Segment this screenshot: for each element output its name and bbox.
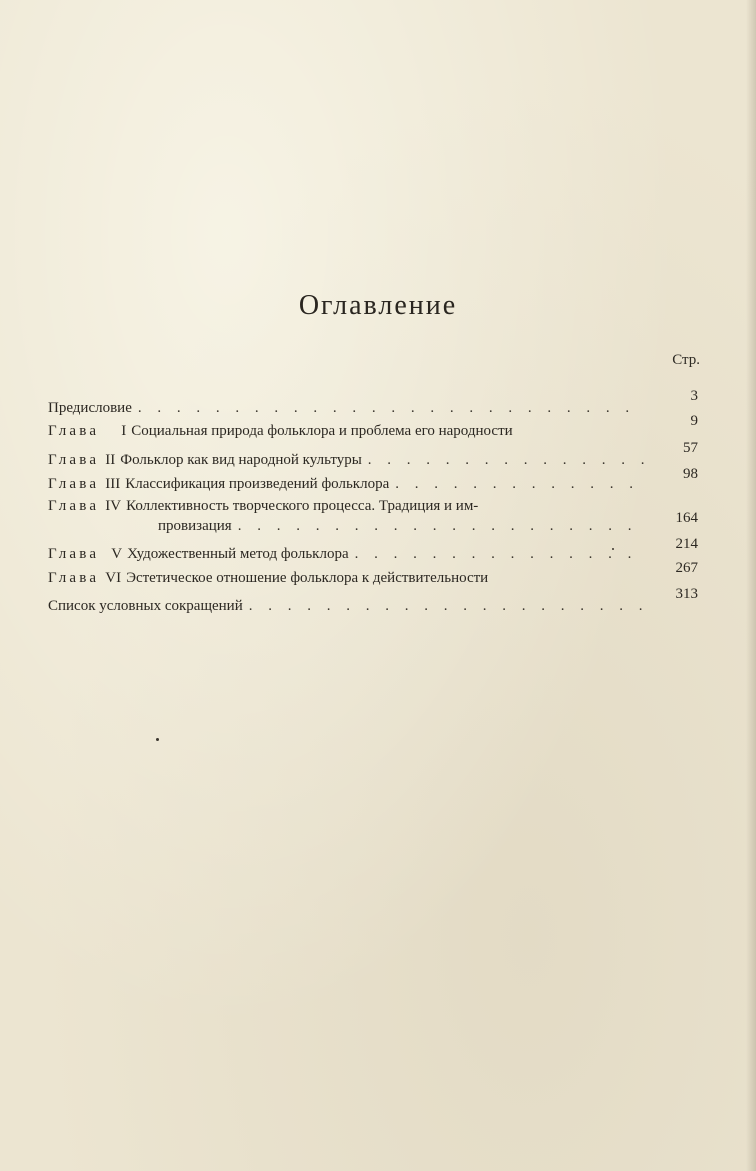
leader-dots	[249, 596, 644, 616]
chapter-number: II	[105, 452, 116, 468]
chapter-label: Глава	[48, 570, 100, 586]
toc-entry-title: Социальная природа фольклора и проблема его народности	[131, 423, 513, 439]
leader-dots	[395, 474, 644, 494]
toc-entry-abbreviations[interactable]	[48, 586, 698, 616]
toc-entry-preface[interactable]	[48, 388, 698, 418]
leader-dots	[355, 544, 644, 564]
leader-dots	[368, 450, 644, 470]
chapter-number: V	[111, 546, 123, 562]
chapter-label: Глава	[48, 452, 100, 468]
toc-entry-title: Классификация произведений фольклора	[125, 476, 390, 492]
toc-entry-chapter-1[interactable]	[48, 413, 698, 441]
chapter-number: I	[121, 423, 127, 439]
toc-entry-page: 214	[675, 536, 698, 552]
chapter-number: III	[105, 476, 121, 492]
toc-entry-page: 313	[675, 586, 698, 602]
paper-speck	[612, 548, 614, 550]
toc-entry-page: 164	[675, 510, 698, 526]
leader-dots	[138, 398, 644, 418]
toc-entry-page: 9	[690, 413, 698, 429]
toc-entry-page: 267	[675, 560, 698, 576]
toc-entry-chapter-4[interactable]	[48, 496, 698, 536]
paper-speck	[156, 738, 159, 741]
chapter-label: Глава	[48, 423, 100, 439]
toc-entry-title: Художественный метод фольклора	[127, 546, 349, 562]
toc-entry-title-continued: провизация	[158, 518, 232, 534]
toc-entry-page: 3	[690, 388, 698, 404]
page-title: Оглавление	[298, 290, 458, 321]
chapter-label: Глава	[48, 498, 100, 514]
toc-entry-title: Эстетическое отношение фольклора к действительности	[126, 570, 489, 586]
toc-entry-page: 98	[683, 466, 698, 482]
toc-entry-title: Предисловие	[48, 400, 132, 416]
toc-entry-chapter-2[interactable]	[48, 440, 698, 470]
toc-entry-chapter-5[interactable]	[48, 536, 698, 564]
chapter-label: Глава	[48, 476, 100, 492]
chapter-number: VI	[105, 570, 122, 586]
chapter-label: Глава	[48, 546, 100, 562]
leader-dots	[238, 516, 644, 536]
toc-entry-title: Коллективность творческого процесса. Традиция и им-	[126, 498, 479, 514]
toc-entry-chapter-3[interactable]	[48, 466, 698, 494]
chapter-number: IV	[105, 498, 122, 514]
page-column-label: Стр.	[672, 352, 700, 368]
page-edge-shadow	[746, 0, 756, 1171]
toc-entry-chapter-6[interactable]	[48, 560, 698, 588]
toc-entry-title: Фольклор как вид народной культуры	[120, 452, 362, 468]
toc-entry-title: Список условных сокращений	[48, 598, 243, 614]
toc-entry-page: 57	[683, 440, 698, 456]
